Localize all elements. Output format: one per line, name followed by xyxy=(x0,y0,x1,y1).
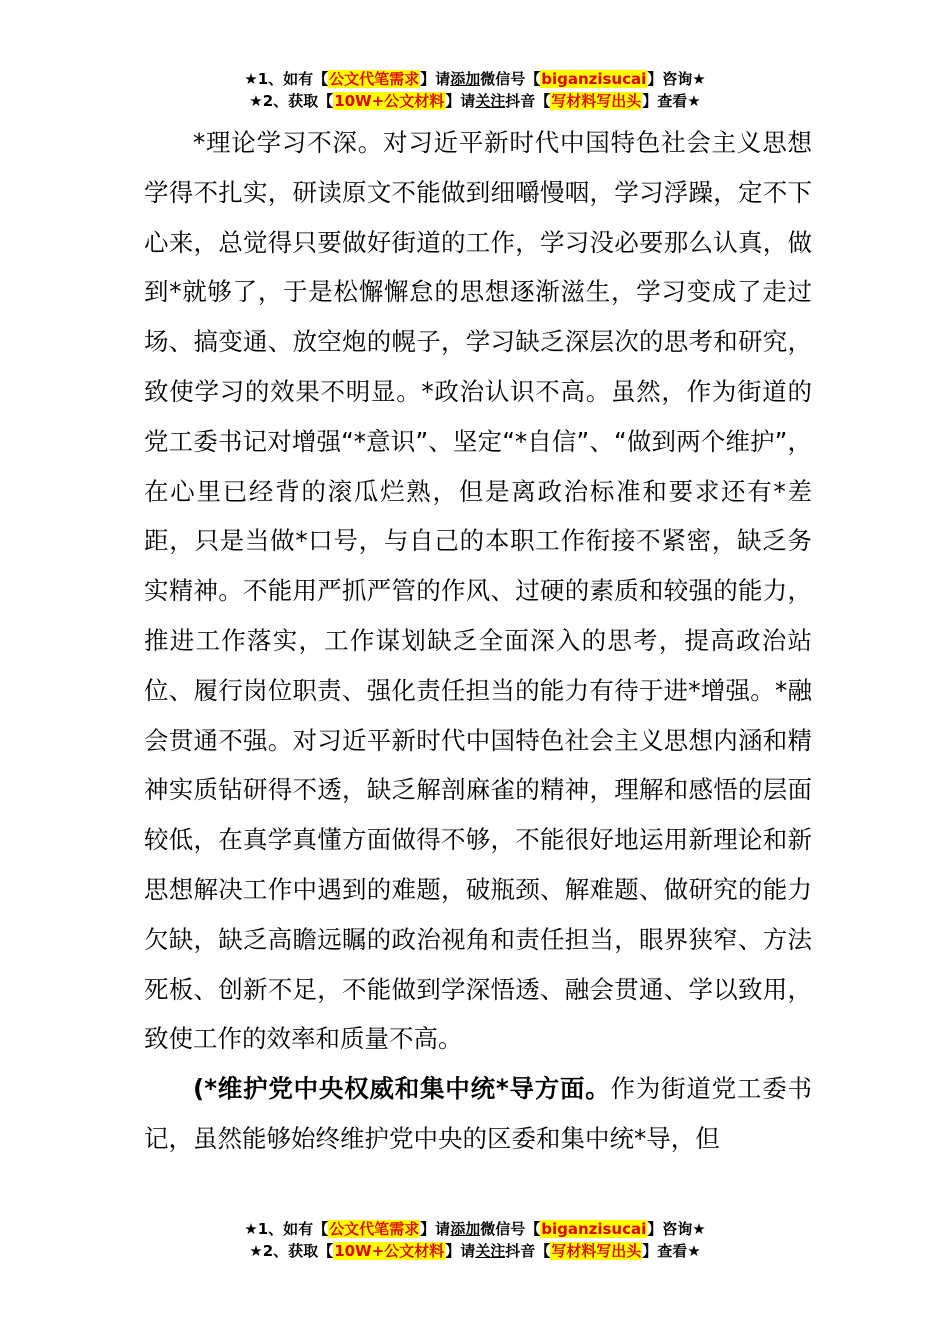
underlined-word: 添加 xyxy=(450,1220,481,1238)
banner-text: 抖音【 xyxy=(505,92,551,110)
banner-line-2 xyxy=(0,1240,950,1262)
highlight-wechat-id: biganzisucai xyxy=(541,70,647,88)
paragraph-2-text: 作为街道党工委书记，虽然能够始终维护党中央的区委和集中统*导，但 xyxy=(144,1074,812,1153)
highlight-douyin-id: 写材料写出头 xyxy=(551,1242,642,1260)
highlight-service: 公文代笔需求 xyxy=(329,70,420,88)
bottom-banner xyxy=(0,1218,950,1262)
underlined-word: 关注 xyxy=(475,1242,506,1260)
banner-text: 】查看★ xyxy=(642,1242,701,1260)
top-banner xyxy=(0,68,950,112)
banner-line-1 xyxy=(0,1218,950,1240)
highlight-materials: 10W+公文材料 xyxy=(334,92,445,110)
highlight-materials: 10W+公文材料 xyxy=(334,1242,445,1260)
banner-text: 】请 xyxy=(445,1242,476,1260)
banner-text: 】咨询★ xyxy=(647,1220,706,1238)
highlight-wechat-id: biganzisucai xyxy=(541,1220,647,1238)
underlined-word: 关注 xyxy=(475,92,506,110)
banner-text: ★1、如有【 xyxy=(244,70,329,88)
banner-text: 】请 xyxy=(445,92,476,110)
banner-text: 】请 xyxy=(420,70,451,88)
banner-text: ★1、如有【 xyxy=(244,1220,329,1238)
banner-text: 微信号【 xyxy=(480,1220,541,1238)
banner-line-2 xyxy=(0,90,950,112)
banner-text: ★2、获取【 xyxy=(249,1242,334,1260)
highlight-douyin-id: 写材料写出头 xyxy=(551,92,642,110)
banner-line-1 xyxy=(0,68,950,90)
banner-text: 微信号【 xyxy=(480,70,541,88)
banner-text: ★2、获取【 xyxy=(249,92,334,110)
banner-text: 抖音【 xyxy=(505,1242,551,1260)
highlight-service: 公文代笔需求 xyxy=(329,1220,420,1238)
banner-text: 】请 xyxy=(420,1220,451,1238)
paragraph-2 xyxy=(144,1064,812,1164)
banner-text: 】查看★ xyxy=(642,92,701,110)
document-body xyxy=(144,118,812,1164)
banner-text: 】咨询★ xyxy=(647,70,706,88)
section-heading: (*维护党中央权威和集中统*导方面。 xyxy=(193,1074,611,1104)
underlined-word: 添加 xyxy=(450,70,481,88)
paragraph-1: *理论学习不深。对习近平新时代中国特色社会主义思想学得不扎实，研读原文不能做到细嚼慢咽，学习浮躁，定不下心来，总觉得只要做好街道的工作，学习没必要那么认真，做到*就够了，于是松懈懈怠的思想逐渐滋生，学习变成了走过场、搞变通、放空炮的幌子，学习缺乏深层次的思考和研究，致使学习的效果不明显。*政治认识不高。虽然，作为街道的党工委书记对增强“*意识”、坚定“*自信”、“做到两个维护”，在心里已经背的滚瓜烂熟，但是离政治标准和要求还有*差距，只是当做*口号，与自己的本职工作衔接不紧密，缺乏务实精神。不能用严抓严管的作风、过硬的素质和较强的能力，推进工作落实，工作谋划缺乏全面深入的思考，提高政治站位、履行岗位职责、强化责任担当的能力有待于进*增强。*融会贯通不强。对习近平新时代中国特色社会主义思想内涵和精神实质钻研得不透，缺乏解剖麻雀的精神，理解和感悟的层面较低，在真学真懂方面做得不够，不能很好地运用新理论和新思想解决工作中遇到的难题，破瓶颈、解难题、做研究的能力欠缺，缺乏高瞻远瞩的政治视角和责任担当，眼界狭窄、方法死板、创新不足，不能做到学深悟透、融会贯通、学以致用，致使工作的效率和质量不高。 xyxy=(144,128,812,1054)
